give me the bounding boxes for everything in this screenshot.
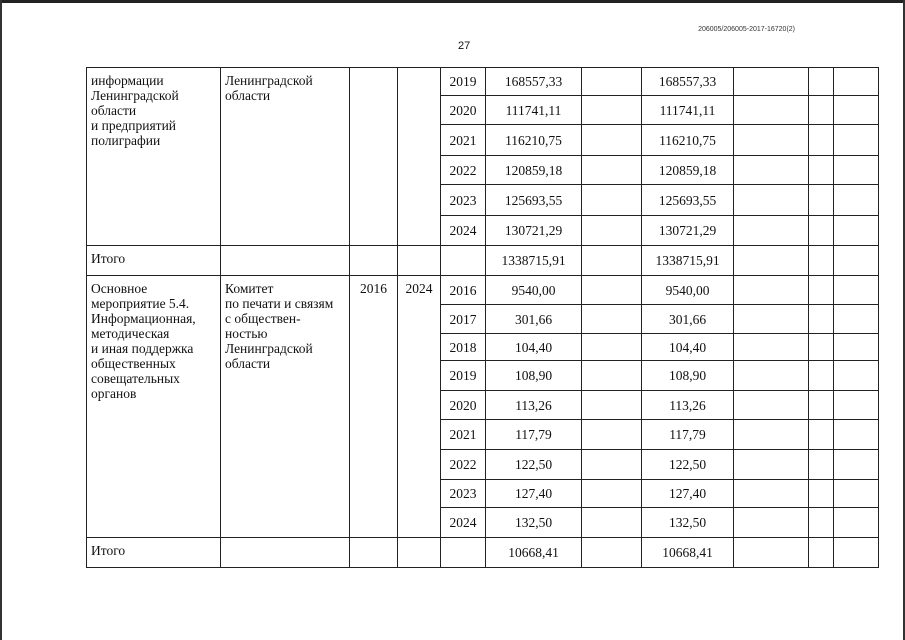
empty-cell [834, 96, 879, 125]
total-cell: 117,79 [642, 420, 734, 450]
year-cell: 2024 [441, 216, 486, 246]
start-year-cell: 2016 [350, 276, 398, 538]
summary-row [87, 538, 879, 568]
empty-cell [734, 276, 809, 305]
empty-cell [834, 361, 879, 391]
table-body [87, 68, 879, 568]
amount-cell: 117,79 [486, 420, 582, 450]
scan-border-top [0, 0, 905, 3]
empty-cell [582, 480, 642, 508]
end-year-cell [398, 68, 441, 246]
empty-cell [734, 96, 809, 125]
amount-cell: 301,66 [486, 305, 582, 334]
table-row [87, 68, 879, 96]
empty-cell [734, 68, 809, 96]
summary-label-cell: Итого [87, 246, 221, 276]
empty-cell [734, 334, 809, 361]
empty-cell [441, 246, 486, 276]
year-cell: 2020 [441, 391, 486, 420]
activity-name-cell: информации Ленинградской области и предприятий полиграфии [87, 68, 221, 246]
empty-cell [809, 450, 834, 480]
empty-cell [834, 185, 879, 216]
empty-cell [582, 538, 642, 568]
empty-cell [734, 246, 809, 276]
empty-cell [809, 480, 834, 508]
empty-cell [834, 305, 879, 334]
empty-cell [221, 538, 350, 568]
empty-cell [809, 68, 834, 96]
empty-cell [582, 450, 642, 480]
year-cell: 2018 [441, 334, 486, 361]
empty-cell [582, 305, 642, 334]
empty-cell [809, 361, 834, 391]
empty-cell [809, 420, 834, 450]
empty-cell [809, 156, 834, 185]
empty-cell [734, 391, 809, 420]
amount-cell: 122,50 [486, 450, 582, 480]
empty-cell [834, 156, 879, 185]
empty-cell [582, 420, 642, 450]
table-row [87, 276, 879, 305]
empty-cell [582, 391, 642, 420]
empty-cell [809, 246, 834, 276]
executor-cell: Ленинградской области [221, 68, 350, 246]
amount-cell: 127,40 [486, 480, 582, 508]
year-cell: 2024 [441, 508, 486, 538]
total-cell: 301,66 [642, 305, 734, 334]
scan-border-left [0, 0, 2, 640]
empty-cell [834, 246, 879, 276]
year-cell: 2021 [441, 420, 486, 450]
total-cell: 130721,29 [642, 216, 734, 246]
year-cell: 2022 [441, 450, 486, 480]
amount-cell: 132,50 [486, 508, 582, 538]
empty-cell [734, 508, 809, 538]
amount-cell: 116210,75 [486, 125, 582, 156]
empty-cell [834, 538, 879, 568]
total-cell: 9540,00 [642, 276, 734, 305]
amount-cell: 113,26 [486, 391, 582, 420]
year-cell: 2017 [441, 305, 486, 334]
empty-cell [809, 391, 834, 420]
amount-cell: 9540,00 [486, 276, 582, 305]
empty-cell [834, 68, 879, 96]
empty-cell [834, 391, 879, 420]
empty-cell [834, 276, 879, 305]
budget-table [86, 67, 879, 568]
amount-cell: 111741,11 [486, 96, 582, 125]
empty-cell [809, 538, 834, 568]
year-cell: 2016 [441, 276, 486, 305]
total-cell: 168557,33 [642, 68, 734, 96]
empty-cell [582, 68, 642, 96]
empty-cell [398, 246, 441, 276]
empty-cell [734, 185, 809, 216]
total-cell: 132,50 [642, 508, 734, 538]
empty-cell [734, 216, 809, 246]
total-cell: 120859,18 [642, 156, 734, 185]
empty-cell [582, 156, 642, 185]
empty-cell [350, 538, 398, 568]
total-cell: 127,40 [642, 480, 734, 508]
empty-cell [834, 480, 879, 508]
total-cell: 125693,55 [642, 185, 734, 216]
empty-cell [734, 480, 809, 508]
summary-total-cell: 1338715,91 [642, 246, 734, 276]
total-cell: 116210,75 [642, 125, 734, 156]
empty-cell [582, 96, 642, 125]
year-cell: 2021 [441, 125, 486, 156]
year-cell: 2023 [441, 480, 486, 508]
amount-cell: 125693,55 [486, 185, 582, 216]
year-cell: 2020 [441, 96, 486, 125]
start-year-cell [350, 68, 398, 246]
empty-cell [582, 361, 642, 391]
empty-cell [734, 450, 809, 480]
empty-cell [834, 420, 879, 450]
empty-cell [834, 334, 879, 361]
empty-cell [734, 420, 809, 450]
empty-cell [221, 246, 350, 276]
amount-cell: 168557,33 [486, 68, 582, 96]
year-cell: 2023 [441, 185, 486, 216]
year-cell: 2019 [441, 68, 486, 96]
total-cell: 122,50 [642, 450, 734, 480]
empty-cell [809, 216, 834, 246]
activity-name-cell: Основное мероприятие 5.4. Информационная, методическая и иная поддержка общественных совещательных органов [87, 276, 221, 538]
empty-cell [582, 508, 642, 538]
empty-cell [809, 96, 834, 125]
empty-cell [582, 185, 642, 216]
empty-cell [809, 185, 834, 216]
total-cell: 113,26 [642, 391, 734, 420]
summary-amount-cell: 10668,41 [486, 538, 582, 568]
summary-total-cell: 10668,41 [642, 538, 734, 568]
amount-cell: 130721,29 [486, 216, 582, 246]
empty-cell [734, 156, 809, 185]
executor-cell: Комитет по печати и связям с обществен- ностью Ленинградской области [221, 276, 350, 538]
page-number: 27 [458, 40, 471, 52]
empty-cell [582, 125, 642, 156]
total-cell: 108,90 [642, 361, 734, 391]
summary-row [87, 246, 879, 276]
empty-cell [734, 538, 809, 568]
document-number: 206005/206005-2017-16720(2) [698, 26, 795, 33]
empty-cell [834, 216, 879, 246]
empty-cell [582, 246, 642, 276]
empty-cell [809, 276, 834, 305]
summary-amount-cell: 1338715,91 [486, 246, 582, 276]
amount-cell: 108,90 [486, 361, 582, 391]
empty-cell [809, 305, 834, 334]
empty-cell [441, 538, 486, 568]
empty-cell [809, 334, 834, 361]
empty-cell [834, 125, 879, 156]
end-year-cell: 2024 [398, 276, 441, 538]
empty-cell [350, 246, 398, 276]
amount-cell: 104,40 [486, 334, 582, 361]
empty-cell [398, 538, 441, 568]
empty-cell [582, 334, 642, 361]
empty-cell [582, 216, 642, 246]
empty-cell [582, 276, 642, 305]
empty-cell [734, 361, 809, 391]
total-cell: 111741,11 [642, 96, 734, 125]
empty-cell [809, 125, 834, 156]
empty-cell [834, 508, 879, 538]
year-cell: 2022 [441, 156, 486, 185]
summary-label-cell: Итого [87, 538, 221, 568]
amount-cell: 120859,18 [486, 156, 582, 185]
year-cell: 2019 [441, 361, 486, 391]
empty-cell [834, 450, 879, 480]
empty-cell [734, 305, 809, 334]
empty-cell [734, 125, 809, 156]
total-cell: 104,40 [642, 334, 734, 361]
empty-cell [809, 508, 834, 538]
